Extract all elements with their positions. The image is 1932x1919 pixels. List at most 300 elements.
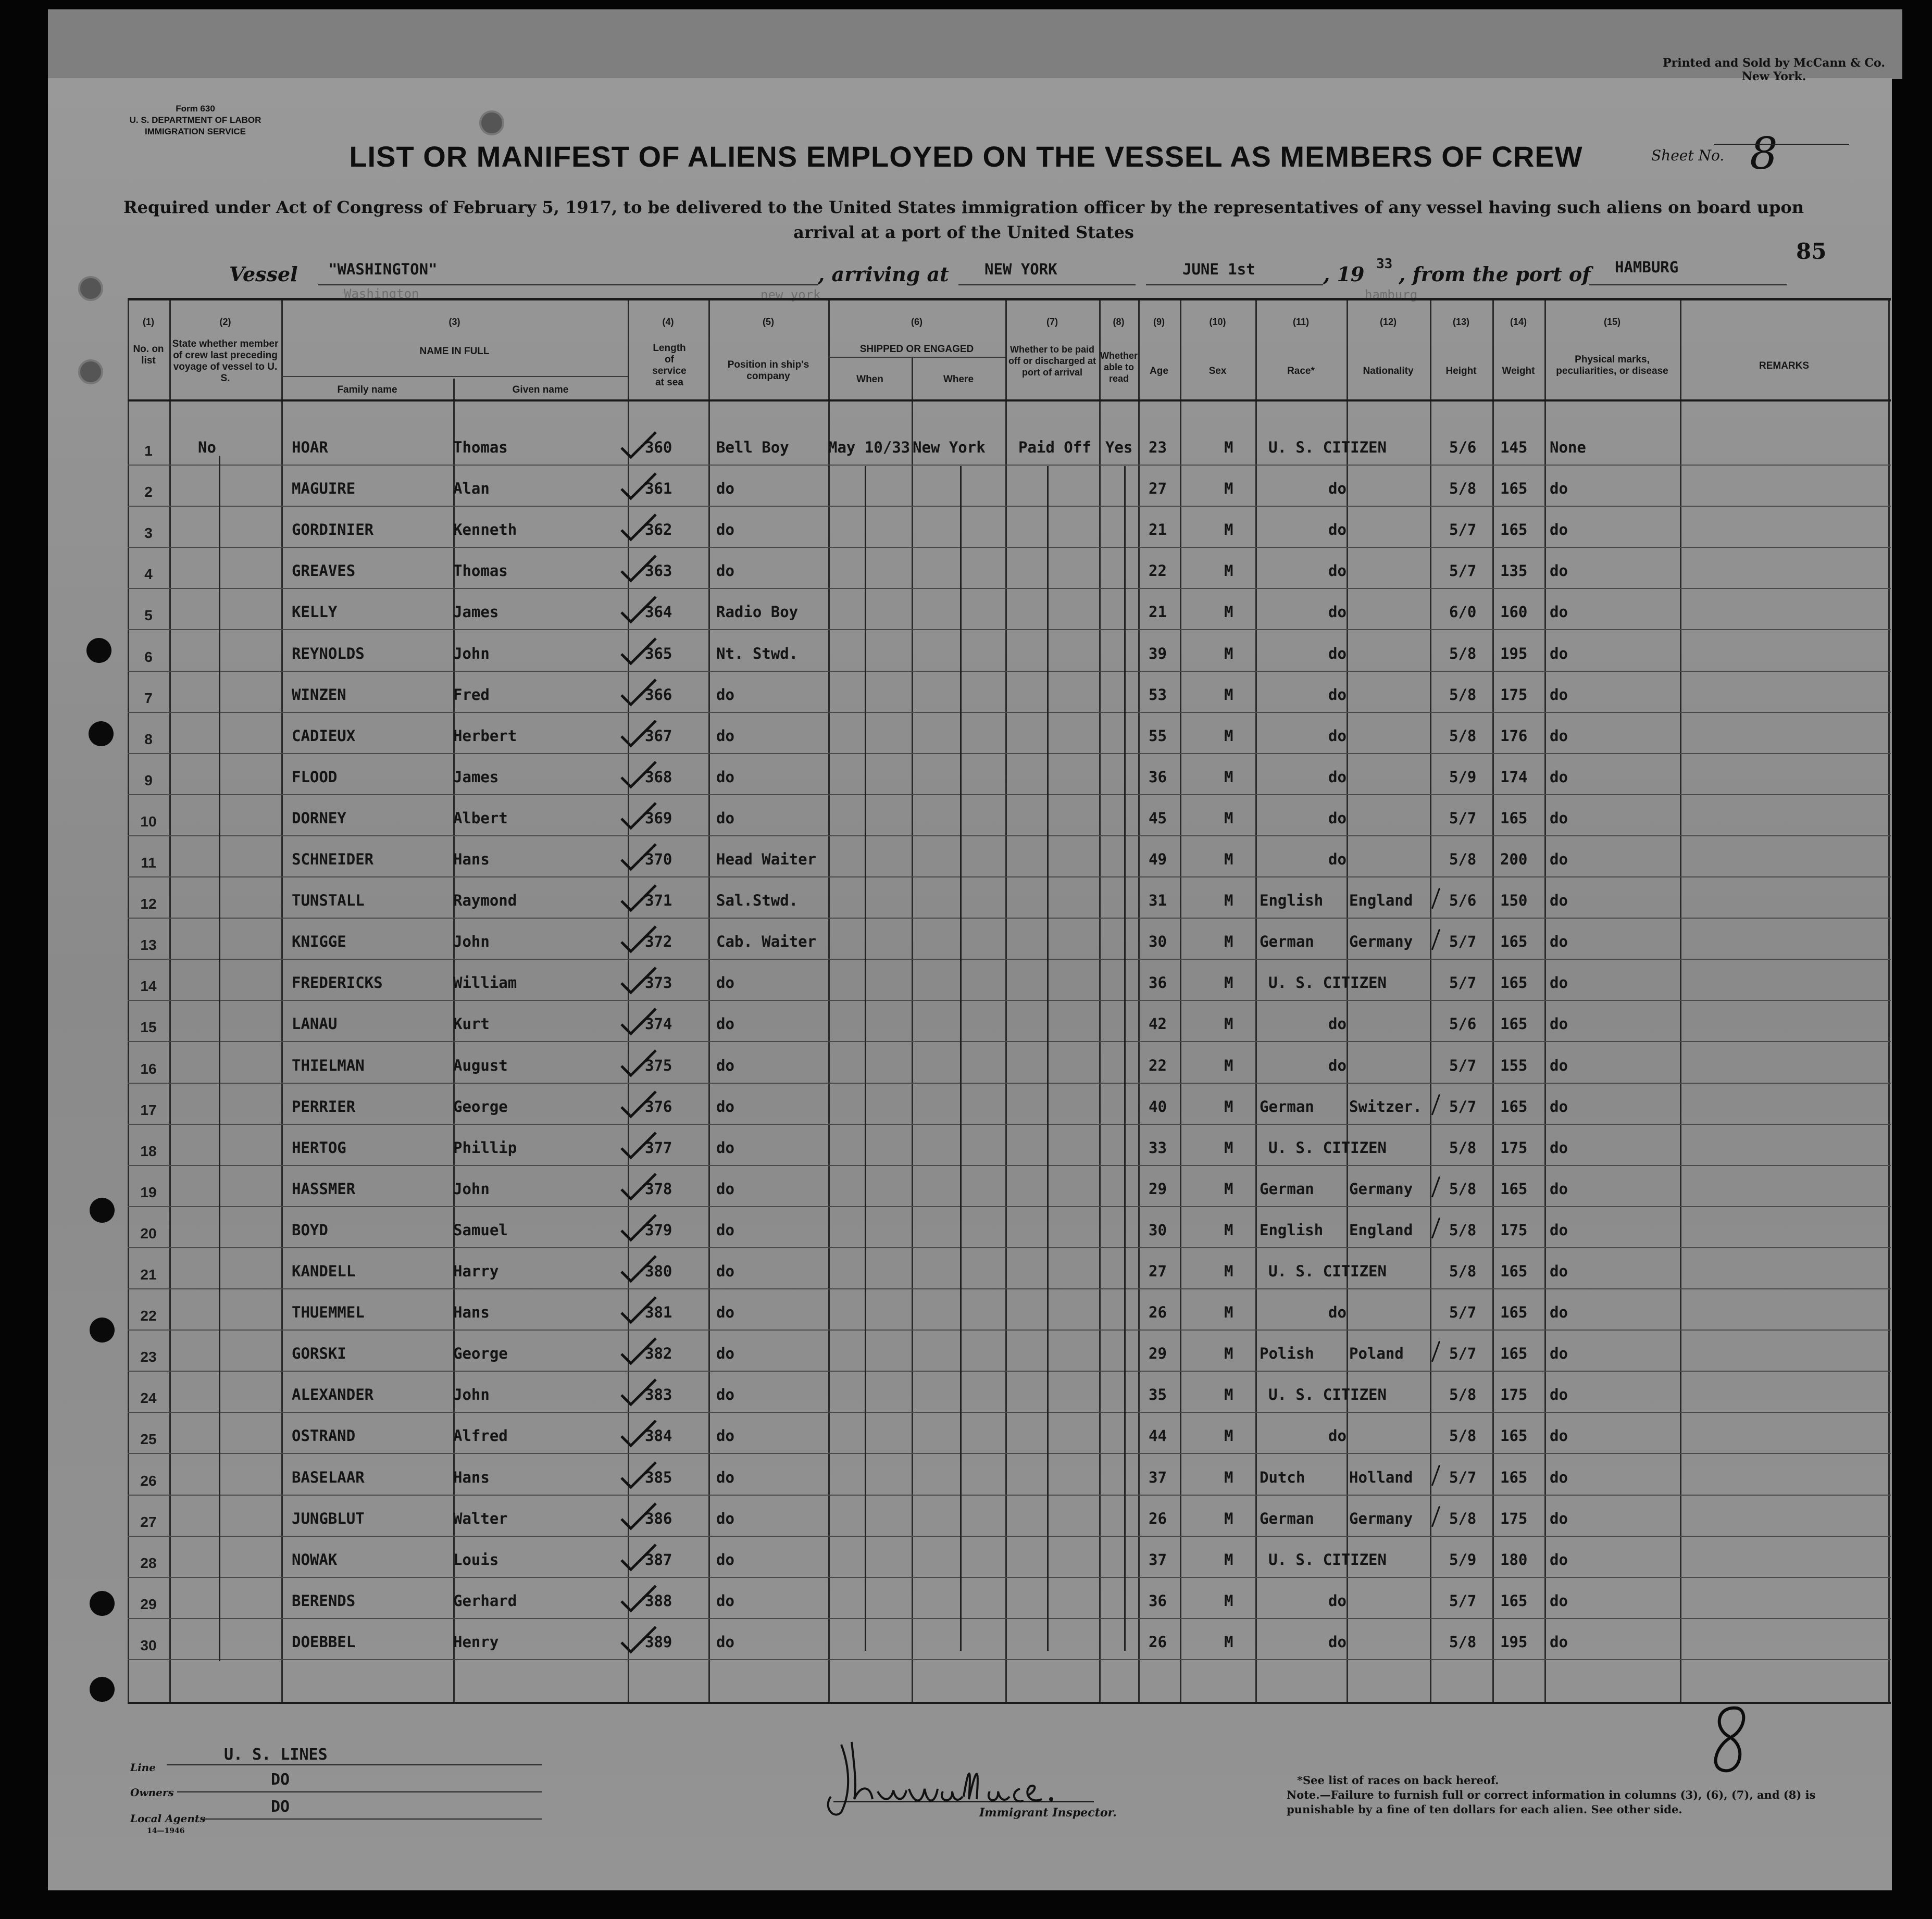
position: do [716,1386,734,1404]
row-number: 1 [144,443,153,459]
given-name: Kurt [453,1015,490,1033]
row-divider [128,959,1891,960]
physical-marks: do [1550,521,1568,539]
row-number: 27 [140,1513,157,1530]
row-number: 11 [141,855,156,871]
ghost-vessel: Washington [344,286,419,301]
height: 5/6 [1449,892,1477,910]
position: Head Waiter [716,850,817,868]
height: 5/7 [1449,1468,1477,1486]
checkmark-icon [617,594,659,625]
row-divider [128,1083,1891,1084]
position: do [716,1221,734,1239]
race: English [1260,892,1324,910]
position: Nt. Stwd. [716,644,799,662]
header-previous-voyage: State whether member of crew last preceding voyage of vessel to U. S. [172,338,279,384]
position: Cab. Waiter [716,933,817,951]
physical-marks: do [1550,1221,1568,1239]
paper-top-edge [48,9,1902,79]
race: do [1328,562,1347,580]
header-list-number: No. on list [133,344,164,366]
row-number: 18 [140,1143,157,1159]
sex: M [1224,1015,1233,1033]
family-name: MAGUIRE [292,480,356,498]
race: German [1260,1097,1314,1115]
service-length: 370 [645,850,672,868]
row-number: 22 [140,1308,157,1324]
age: 40 [1149,1097,1167,1115]
ditto-line-paid-off [1047,466,1049,1651]
height: 5/7 [1449,933,1477,951]
height: 5/8 [1449,1180,1477,1198]
header-name-in-full: NAME IN FULL [419,346,490,357]
col-border [628,300,629,1702]
given-name: Thomas [453,438,508,456]
height: 5/8 [1449,644,1477,662]
previous-voyage: No [198,438,216,456]
given-name: Hans [453,1303,490,1322]
position: do [716,1056,734,1074]
owners-value: DO [271,1771,290,1789]
header-remarks: REMARKS [1759,360,1810,371]
sex: M [1224,603,1233,621]
position: do [716,1303,734,1322]
weight: 200 [1500,850,1528,868]
height: 5/8 [1449,1509,1477,1527]
row-divider [128,1206,1891,1207]
family-name: KNIGGE [292,933,346,951]
service-length: 375 [645,1056,672,1074]
height: 5/8 [1449,1221,1477,1239]
row-divider [128,588,1891,589]
weight: 165 [1500,1180,1528,1198]
col-number-12: (12) [1379,317,1397,327]
able-to-read: Yes [1105,438,1133,456]
row-divider [128,876,1891,877]
weight: 165 [1500,974,1528,992]
row-divider [128,547,1891,548]
row-number: 16 [140,1060,157,1077]
row-number: 23 [140,1349,157,1365]
sex: M [1224,1509,1233,1527]
checkmark-icon [617,1418,659,1449]
service-length: 373 [645,974,672,992]
punch-hole [90,1318,115,1343]
position: Sal.Stwd. [716,892,799,910]
weight: 165 [1500,933,1528,951]
row-number: 6 [144,648,153,665]
given-name: George [453,1097,508,1115]
col-number-13: (13) [1452,317,1469,327]
position: do [716,562,734,580]
page-number: 85 [1796,239,1827,264]
punch-hole [479,110,504,135]
family-name: BASELAAR [292,1468,365,1486]
position: do [716,1262,734,1280]
sex: M [1224,480,1233,498]
col-border [1347,300,1348,1702]
checkmark-icon [617,676,659,708]
service-length: 365 [645,644,672,662]
row-divider [128,506,1891,507]
voyage-details [229,256,1844,292]
race: U. S. CITIZEN [1268,974,1387,992]
given-name: Harry [453,1262,499,1280]
year-prefix: , 19 [1323,262,1365,286]
age: 45 [1149,809,1167,827]
physical-marks: do [1550,644,1568,662]
age: 26 [1149,1303,1167,1322]
printer-imprint [1663,56,1885,83]
row-divider [128,1000,1891,1001]
age: 49 [1149,850,1167,868]
given-name: George [453,1345,508,1363]
row-divider [128,1124,1891,1125]
height: 5/8 [1449,1262,1477,1280]
race: Dutch [1260,1468,1305,1486]
checkmark-icon [617,1171,659,1202]
checkmark-icon [617,841,659,872]
row-divider [128,1536,1891,1537]
arriving-label: , arriving at [818,262,949,286]
physical-marks: do [1550,1345,1568,1363]
given-name: Alfred [453,1427,508,1445]
year-suffix: 33 [1376,256,1393,272]
given-name: John [453,1180,490,1198]
family-name: GORDINIER [292,521,374,539]
page-title: LIST OR MANIFEST OF ALIENS EMPLOYED ON THE VESSEL AS MEMBERS OF CREW [349,140,1583,173]
ditto-line-when [865,466,866,1651]
owners-underline [177,1791,542,1792]
race: German [1260,1509,1314,1527]
header-paid-off: Whether to be paid off or discharged at port of arrival [1008,344,1096,378]
col-number-3: (3) [448,317,460,327]
physical-marks: do [1550,1180,1568,1198]
form-number: Form 630 [176,104,215,114]
height: 5/7 [1449,1097,1477,1115]
given-name: Albert [453,809,508,827]
service-length: 363 [645,562,672,580]
nationality: Switzer. [1349,1097,1422,1115]
position: do [716,1468,734,1486]
owners-label: Owners [130,1786,174,1799]
name-subheader-line [281,376,628,377]
given-name: Alan [453,480,490,498]
race: do [1328,685,1347,704]
age: 44 [1149,1427,1167,1445]
row-number: 7 [144,689,153,706]
checkmark-icon [617,1459,659,1490]
age: 36 [1149,1591,1167,1610]
age: 37 [1149,1468,1167,1486]
weight: 165 [1500,521,1528,539]
header-height: Height [1445,366,1477,377]
row-divider [128,1329,1891,1331]
service-length: 369 [645,809,672,827]
sex: M [1224,1262,1233,1280]
col-number-14: (14) [1510,317,1527,327]
age: 39 [1149,644,1167,662]
col-border [169,300,171,1702]
weight: 165 [1500,1427,1528,1445]
checkmark-icon [617,511,659,543]
col-number-5: (5) [763,317,774,327]
sex: M [1224,1303,1233,1322]
from-underline [1589,284,1787,285]
age: 30 [1149,1221,1167,1239]
physical-marks: do [1550,1015,1568,1033]
punch-hole [89,721,114,746]
agents-value: DO [271,1798,290,1816]
col-border [128,300,129,1702]
row-divider [128,1165,1891,1166]
family-name: FREDERICKS [292,974,383,992]
sex: M [1224,1550,1233,1569]
col-number-2: (2) [219,317,231,327]
given-name: Hans [453,1468,490,1486]
row-divider [128,712,1891,713]
checkmark-icon [617,1294,659,1325]
family-name: NOWAK [292,1550,338,1569]
given-name: Henry [453,1633,499,1651]
sex: M [1224,685,1233,704]
weight: 150 [1500,892,1528,910]
weight: 165 [1500,1468,1528,1486]
sex: M [1224,933,1233,951]
from-label: , from the port of [1399,262,1591,286]
inspector-label: Immigrant Inspector. [979,1806,1117,1820]
service-length: 387 [645,1550,672,1569]
line-underline [167,1764,542,1765]
punch-hole [78,276,103,301]
line-value: U. S. LINES [224,1746,328,1764]
engaged-where: New York [913,438,986,456]
weight: 135 [1500,562,1528,580]
service-length: 383 [645,1386,672,1404]
age: 29 [1149,1180,1167,1198]
arrival-date: JUNE 1st [1182,260,1255,278]
family-name: KANDELL [292,1262,356,1280]
physical-marks: do [1550,1633,1568,1651]
checkmark-icon [617,759,659,790]
footnote-penalty: Note.—Failure to furnish full or correct information in columns (3), (6), (7), and (8) is punishable by a fine of ten dollars for each alien. See other side. [1287,1788,1816,1816]
row-number: 2 [144,484,153,500]
weight: 165 [1500,1345,1528,1363]
row-divider [128,671,1891,672]
weight: 175 [1500,1138,1528,1157]
row-divider [128,1618,1891,1619]
col-border [1544,300,1546,1702]
position: do [716,521,734,539]
checkmark-icon [617,635,659,667]
age: 21 [1149,603,1167,621]
footnote [1287,1773,1880,1817]
header-weight: Weight [1502,366,1535,377]
row-number: 25 [140,1431,157,1448]
race: do [1328,809,1347,827]
handwritten-sheet-number [1706,1700,1753,1778]
departure-port: HAMBURG [1615,258,1679,276]
checkmark-icon [617,1624,659,1655]
ditto-line-where [960,466,962,1651]
col-number-7: (7) [1046,317,1058,327]
age: 36 [1149,768,1167,786]
physical-marks: do [1550,768,1568,786]
service-length: 374 [645,1015,672,1033]
col-border [1005,300,1007,1702]
age: 37 [1149,1550,1167,1569]
age: 33 [1149,1138,1167,1157]
line-label: Line [130,1761,156,1774]
family-name: DORNEY [292,809,346,827]
punch-hole [90,1591,115,1616]
age: 30 [1149,933,1167,951]
given-name: Hans [453,850,490,868]
physical-marks: do [1550,685,1568,704]
checkmark-icon [617,1541,659,1573]
service-length: 388 [645,1591,672,1610]
checkmark-icon [617,923,659,955]
service-length: 362 [645,521,672,539]
height: 5/9 [1449,1550,1477,1569]
age: 31 [1149,892,1167,910]
given-name: Fred [453,685,490,704]
checkmark-icon [617,1335,659,1366]
race: do [1328,480,1347,498]
given-name: Walter [453,1509,508,1527]
position: do [716,809,734,827]
weight: 165 [1500,1591,1528,1610]
checkmark-icon [617,429,659,460]
sex: M [1224,892,1233,910]
row-divider [128,629,1891,630]
header-age: Age [1150,366,1168,377]
punch-hole [90,1677,115,1702]
row-divider [128,1577,1891,1578]
row-divider [128,794,1891,795]
position: do [716,1345,734,1363]
checkmark-icon [617,1088,659,1120]
row-divider [128,1247,1891,1248]
arrival-port: NEW YORK [984,260,1057,278]
row-divider [128,1288,1891,1289]
race: do [1328,1591,1347,1610]
family-name: GREAVES [292,562,356,580]
physical-marks: do [1550,1468,1568,1486]
row-number: 15 [140,1019,157,1036]
race: do [1328,1427,1347,1445]
weight: 160 [1500,603,1528,621]
service-length: 384 [645,1427,672,1445]
col-number-4: (4) [662,317,674,327]
nationality: Holland [1349,1468,1413,1486]
family-name: LANAU [292,1015,338,1033]
sex: M [1224,1221,1233,1239]
row-number: 5 [144,607,153,624]
family-name: FLOOD [292,768,338,786]
row-number: 12 [140,896,157,912]
checkmark-icon [617,1130,659,1161]
family-name: TUNSTALL [292,892,365,910]
col-number-15: (15) [1603,317,1621,327]
checkmark-icon [617,800,659,831]
height: 5/8 [1449,685,1477,704]
port-underline [958,284,1136,285]
row-divider [128,465,1891,466]
physical-marks: do [1550,892,1568,910]
service-length: 386 [645,1509,672,1527]
punch-hole [86,638,111,663]
race: English [1260,1221,1324,1239]
nationality: Poland [1349,1345,1404,1363]
row-number: 19 [140,1184,157,1200]
weight: 165 [1500,1015,1528,1033]
race: do [1328,521,1347,539]
physical-marks: do [1550,933,1568,951]
sex: M [1224,850,1233,868]
printer-line-1: Printed and Sold by McCann & Co. [1663,56,1885,70]
height: 5/8 [1449,1427,1477,1445]
family-name: JUNGBLUT [292,1509,365,1527]
race: do [1328,1303,1347,1322]
weight: 155 [1500,1056,1528,1074]
position: do [716,685,734,704]
service-length: 371 [645,892,672,910]
col-border [1492,300,1494,1702]
nationality: Germany [1349,1509,1413,1527]
height: 5/8 [1449,1633,1477,1651]
position: do [716,1015,734,1033]
race: do [1328,603,1347,621]
row-number: 30 [140,1637,157,1653]
checkmark-icon [617,964,659,996]
height: 5/7 [1449,1591,1477,1610]
physical-marks: do [1550,1056,1568,1074]
race: do [1328,644,1347,662]
given-name: James [453,603,499,621]
ghost-from: hamburg [1365,287,1418,302]
physical-marks: do [1550,809,1568,827]
service-length: 385 [645,1468,672,1486]
checkmark-icon [617,1253,659,1284]
header-where: Where [943,374,974,385]
age: 42 [1149,1015,1167,1033]
age: 27 [1149,1262,1167,1280]
family-name: KELLY [292,603,338,621]
age: 53 [1149,685,1167,704]
sex: M [1224,1097,1233,1115]
row-divider [128,753,1891,754]
given-name: Raymond [453,892,517,910]
height: 5/6 [1449,438,1477,456]
row-divider [128,918,1891,919]
race: do [1328,726,1347,745]
age: 55 [1149,726,1167,745]
sex: M [1224,644,1233,662]
given-name: James [453,768,499,786]
service-length: 377 [645,1138,672,1157]
vessel-name: "WASHINGTON" [328,260,438,278]
physical-marks: do [1550,1138,1568,1157]
given-name: Gerhard [453,1591,517,1610]
family-name: DOEBBEL [292,1633,356,1651]
header-position: Position in ship's company [727,359,809,382]
position: do [716,1138,734,1157]
nationality: Germany [1349,933,1413,951]
service-length: 380 [645,1262,672,1280]
sex: M [1224,726,1233,745]
physical-marks: do [1550,1303,1568,1322]
